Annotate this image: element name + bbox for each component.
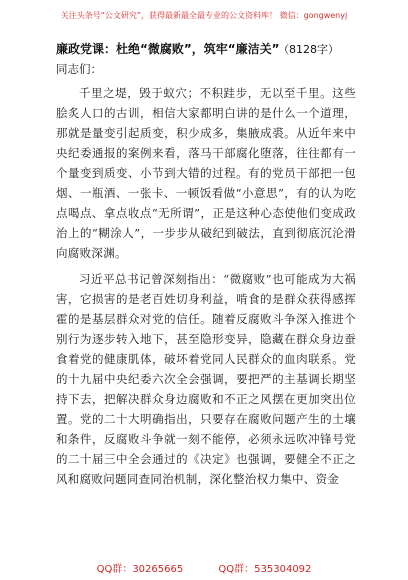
paragraph-2: 习近平总书记曾深刻指出：“微腐败”也可能成为大祸害，它损害的是老百姓切身利益，啃食的是群众获得感挥霍的是基层群众对党的信任。随着反腐败斗争深入推进个别行为逐步转入地下，甚至隐形变异，隐藏在群众身边蚕食着党的健康肌体，破坏着党同人民群众的血肉联系。党的十九届中央纪委六次全会强调，要把严的主基调长期坚持下去，把解决群众身边腐败和不正之风摆在更加突出位置。党的二十大明确指出，只要存在腐败问题产生的土壤和条件，反腐败斗争就一刻不能停，必须永远吹冲锋号党的二十届三中全会通过的《决定》也强调，要健全不正之风和腐败问题同查同治机制，深化整治权力集中、资金: [56, 272, 356, 486]
footer-qq-group-1: QQ群：30265665: [96, 564, 184, 575]
document-body: [56, 40, 356, 495]
document-title: [56, 40, 356, 57]
paragraph-1: 千里之堤，毁于蚁穴；不积跬步，无以至千里。这些脍炙人口的古训，相信大家都明白讲的是什么一个道理，那就是量变引起质变，积少成多，集腋成裘。从近年来中央纪委通报的案例来看，落马干部腐化堕落，往往都有一个量变到质变、小节到大错的过程。有的党员干部把一包烟、一瓶酒、一张卡、一顿饭看做“小意思”，有的认为吃点喝点、拿点收点“无所谓”，正是这种心态使他们变成政治上的“糊涂人”，一步步从破纪到破法，直到彻底沉沦滑向腐败深渊。: [56, 86, 356, 260]
title-text: 廉政党课：杜绝“微腐败”，筑牢“廉洁关”: [56, 42, 280, 56]
salutation: 同志们：: [56, 62, 102, 76]
footer-qq-group-2: QQ群：535304092: [218, 564, 312, 575]
word-count: （8128字）: [283, 43, 340, 56]
top-banner: 关注头条号“公文研究”，获得最新最全最专业的公文资料库！ 微信：gongwenyj: [60, 11, 348, 20]
footer: [0, 560, 408, 575]
